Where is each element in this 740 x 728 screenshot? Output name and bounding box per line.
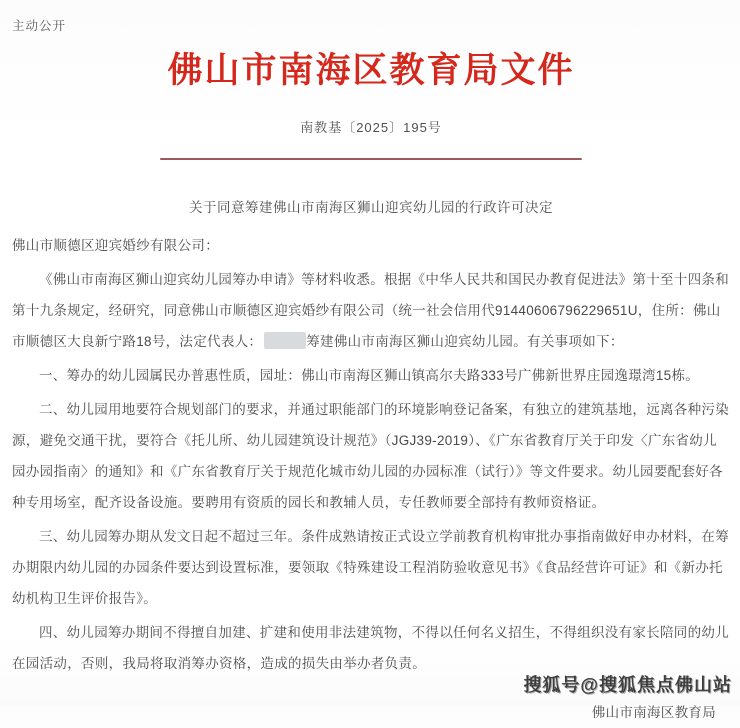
intro-text-post-redaction: 筹建佛山市南海区狮山迎宾幼儿园。有关事项如下： <box>306 334 624 349</box>
document-number: 南教基〔2025〕195号 <box>300 120 442 135</box>
sohu-account-watermark: 搜狐号@搜狐焦点佛山站 <box>523 675 732 695</box>
letterhead-divider-line <box>160 158 582 160</box>
redacted-legal-representative-name <box>264 332 306 349</box>
intro-text-pre-redaction: 《佛山市南海区狮山迎宾幼儿园筹办申请》等材料收悉。根据《中华人民共和国民办教育促进法》第十至十四条和第十九条规定，经研究，同意佛山市顺德区迎宾婚纱有限公司（统一社会信用代91440606796229651U，住所：佛山市顺德区大良新宁路18号，法定代表人： <box>12 272 729 349</box>
agency-letterhead-title: 佛山市南海区教育局文件 <box>167 51 575 90</box>
document-title: 关于同意筹建佛山市南海区狮山迎宾幼儿园的行政许可决定 <box>189 200 553 215</box>
issuing-agency-signature: 佛山市南海区教育局 <box>591 705 716 720</box>
item-4-paragraph: 四、幼儿园筹办期间不得擅自加建、扩建和使用非法建筑物，不得以任何名义招生，不得组织没有家长陪同的幼儿在园活动，否则，我局将取消筹办资格，造成的损失由举办者负责。 <box>12 625 729 671</box>
document-body <box>12 230 730 728</box>
intro-paragraph <box>12 264 730 357</box>
salutation: 佛山市顺德区迎宾婚纱有限公司： <box>12 238 219 253</box>
item-2-paragraph: 二、幼儿园用地要符合规划部门的要求，并通过职能部门的环境影响登记备案，有独立的建筑基地，远离各种污染源，避免交通干扰，要符合《托儿所、幼儿园建筑设计规范》（JGJ39-2019）、《广东省教育厅关于印发〈广东省幼儿园办园指南〉的通知》和《广东省教育厅关于规范化城市幼儿园的办园标准（试行）》等文件要求。幼儿园要配套好各种专用场室，配齐设备设施。要聘用有资质的园长和教辅人员，专任教师要全部持有教师资格证。 <box>12 402 729 510</box>
item-3-paragraph: 三、幼儿园筹办期从发文日起不超过三年。条件成熟请按正式设立学前教育机构审批办事指南做好申办材料，在筹办期限内幼儿园的办园条件要达到设置标准，要领取《特殊建设工程消防验收意见书》《食品经营许可证》和《新办托幼机构卫生评价报告》。 <box>12 529 729 606</box>
classification-label: 主动公开 <box>12 19 67 33</box>
item-1-paragraph: 一、筹办的幼儿园属民办普惠性质，园址：佛山市南海区狮山镇高尔夫路333号广佛新世界庄园逸璟湾15栋。 <box>39 368 700 383</box>
